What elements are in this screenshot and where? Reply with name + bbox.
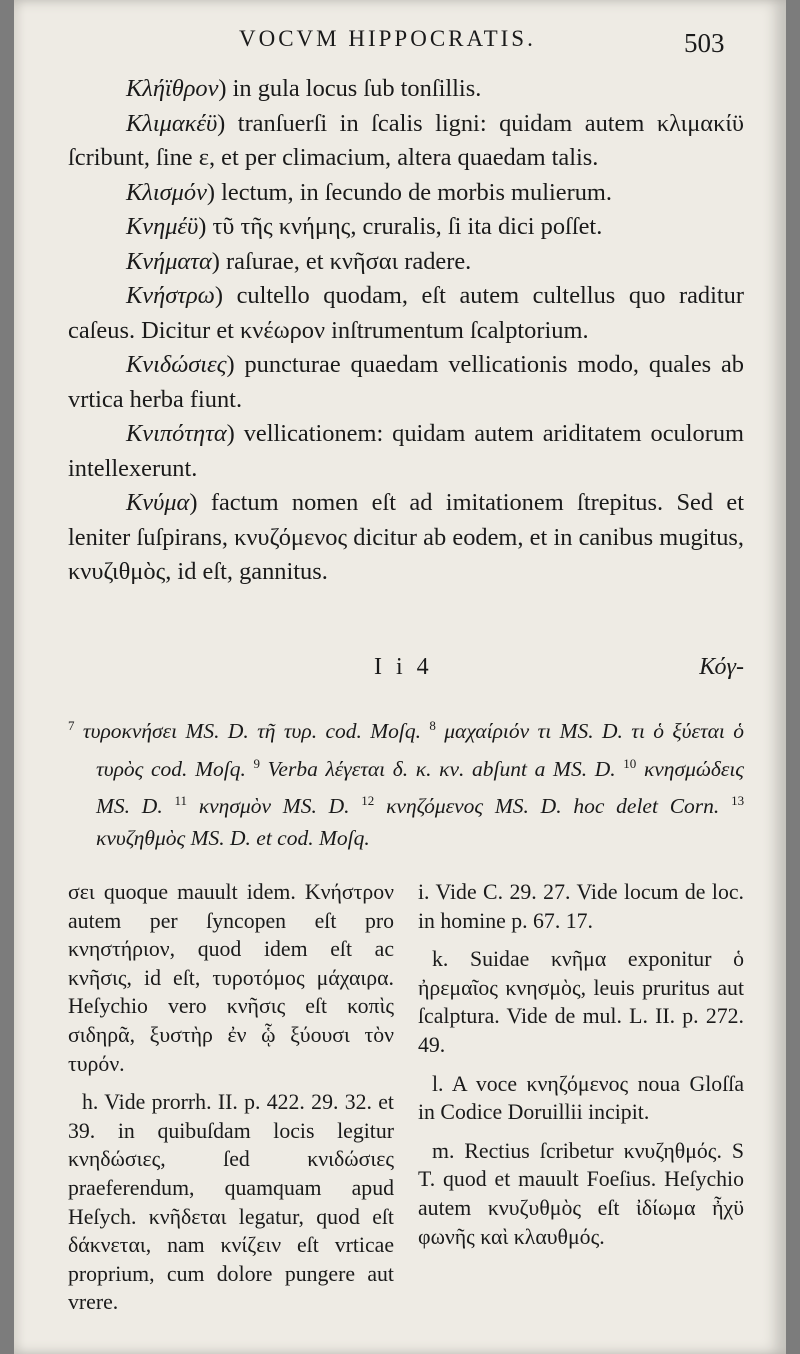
footnote-number: 9 xyxy=(253,755,260,771)
footnote-number: 11 xyxy=(174,793,188,809)
commentary-paragraph: k. Suidae κνῆμα exponitur ὁ ἠρεμαῖος κνησμὸς, leuis pruritus aut ſcalptura. Vide de mul. L. II. p. 272. 49. xyxy=(418,947,744,1057)
page-header xyxy=(14,18,786,58)
signature-line xyxy=(68,654,744,690)
commentary-paragraph: h. Vide prorrh. II. p. 422. 29. 32. et 39. in quibuſdam locis legitur κνηδώσιες, ſed κνιδώσιες praeferendum, quamquam apud Heſych. κνῆδεται legatur, quod eſt δάκνεται, nam κνίζειν eſt vrticae proprium, cum dolore pungere aut vrere. xyxy=(68,1090,394,1315)
entry-lemma: Κνιδώσιες xyxy=(126,351,227,378)
entry-lemma: Κνημέϋ xyxy=(126,213,199,240)
catchword: Κόγ- xyxy=(699,654,744,680)
entry xyxy=(68,107,744,176)
footnote-number: 8 xyxy=(429,718,436,733)
page-number: 503 xyxy=(684,28,725,58)
footnote-number: 13 xyxy=(731,793,745,809)
footnote-text: μαχαίριόν τι MS. D. τι ὁ ξύεται ὁ τυρὸς cod. Moſq. xyxy=(96,719,745,781)
entry-text: ) puncturae quaedam vellicationis modo, quales ab vrtica herba fiunt. xyxy=(68,351,744,413)
entry-text: ) lectum, in ſecundo de morbis mulierum. xyxy=(206,178,612,206)
footnote-number: 12 xyxy=(361,793,375,809)
commentary-right-column xyxy=(418,878,744,1261)
entry xyxy=(68,348,744,417)
entry-text: ) vellicationem: quidam autem ariditatem oculorum intellexerunt. xyxy=(68,420,744,482)
entry-lemma: Κλήϊθρον xyxy=(126,75,219,102)
commentary-paragraph: σει quoque mauult idem. Κνήστρον autem per ſyncopen eſt pro κνηστήριον, quod idem eſt ac κνῆσις, id eſt, τυροτόμος μάχαιρα. Heſychio vero κνῆσις eſt κοπὶς σιδηρᾶ, ξυστὴρ ἐν ᾧ ξύουσι τὸν τυρόν. xyxy=(68,880,394,1076)
running-title: VOCVM HIPPOCRATIS. xyxy=(239,26,536,51)
entry xyxy=(68,486,744,590)
entry xyxy=(68,176,744,211)
entry-text: ) in gula locus ſub tonſillis. xyxy=(218,75,482,102)
footnote-text: κνησμώδεις MS. D. xyxy=(96,756,745,819)
entry xyxy=(68,72,744,107)
commentary-paragraph: l. A voce κνηζόμενος noua Gloſſa in Codice Doruillii incipit. xyxy=(418,1071,744,1125)
commentary-paragraph: m. Rectius ſcribetur κνυζηθμός. S T. quod et mauult Foeſius. Heſychio autem κνυζυθμὸς eſt ἰδίωμα ἦχϋ φωνῆς καὶ κλαυθμός. xyxy=(418,1138,744,1249)
footnote-text: κνυζηθμὸς MS. D. et cod. Moſq. xyxy=(96,825,370,850)
footnote-text: Verba λέγεται δ. κ. κν. abſunt a MS. D. xyxy=(267,756,616,781)
entry-lemma: Κλιμακέϋ xyxy=(126,109,218,137)
footnote-number: 10 xyxy=(623,755,637,771)
main-text xyxy=(68,72,744,590)
entry-text: ) tranſuerſi in ſcalis ligni: quidam autem κλιμακίϋ ſcribunt, ſine ε, et per climacium, altera quaedam talis. xyxy=(68,109,744,171)
footnote-text: κνηζόμενος MS. D. hoc delet Corn. xyxy=(386,794,720,819)
footnote-number: 7 xyxy=(68,718,75,733)
entry-text: ) τῦ τῆς κνήμης, cruralis, ſi ita dici poſſet. xyxy=(198,213,603,240)
footnotes xyxy=(68,710,744,854)
entry-text: ) cultello quodam, eſt autem cultellus quo raditur caſeus. Dicitur et κνέωρον inſtrumentum ſcalptorium. xyxy=(68,282,744,344)
entry-lemma: Κνήματα xyxy=(126,247,212,275)
footnote xyxy=(68,710,744,854)
entry xyxy=(68,279,744,348)
signature-mark: I i 4 xyxy=(374,654,433,680)
entry xyxy=(68,210,744,245)
entry xyxy=(68,417,744,486)
entry-text: ) raſurae, et κνῆσαι radere. xyxy=(211,247,472,275)
entry-lemma: Κνιπότητα xyxy=(126,420,227,447)
entry-lemma: Κνήστρω xyxy=(126,282,215,309)
entry-text: ) factum nomen eſt ad imitationem ſtrepitus. Sed et leniter ſuſpirans, κνυζόμενος dicitur ab eodem, et in canibus mugitus, κνυζιθμὸς, id eſt, gannitus. xyxy=(68,489,744,585)
entry xyxy=(68,245,744,280)
book-page xyxy=(14,0,786,1354)
footnote-text: τυροκνήσει MS. D. τῆ τυρ. cod. Moſq. xyxy=(82,719,422,744)
commentary-paragraph: i. Vide C. 29. 27. Vide locum de loc. in homine p. 67. 17. xyxy=(418,880,744,933)
entry-lemma: Κνύμα xyxy=(126,489,190,516)
footnote-text: κνησμὸν MS. D. xyxy=(198,794,350,819)
commentary-left-column xyxy=(68,878,394,1327)
entry-lemma: Κλισμόν xyxy=(126,178,207,206)
